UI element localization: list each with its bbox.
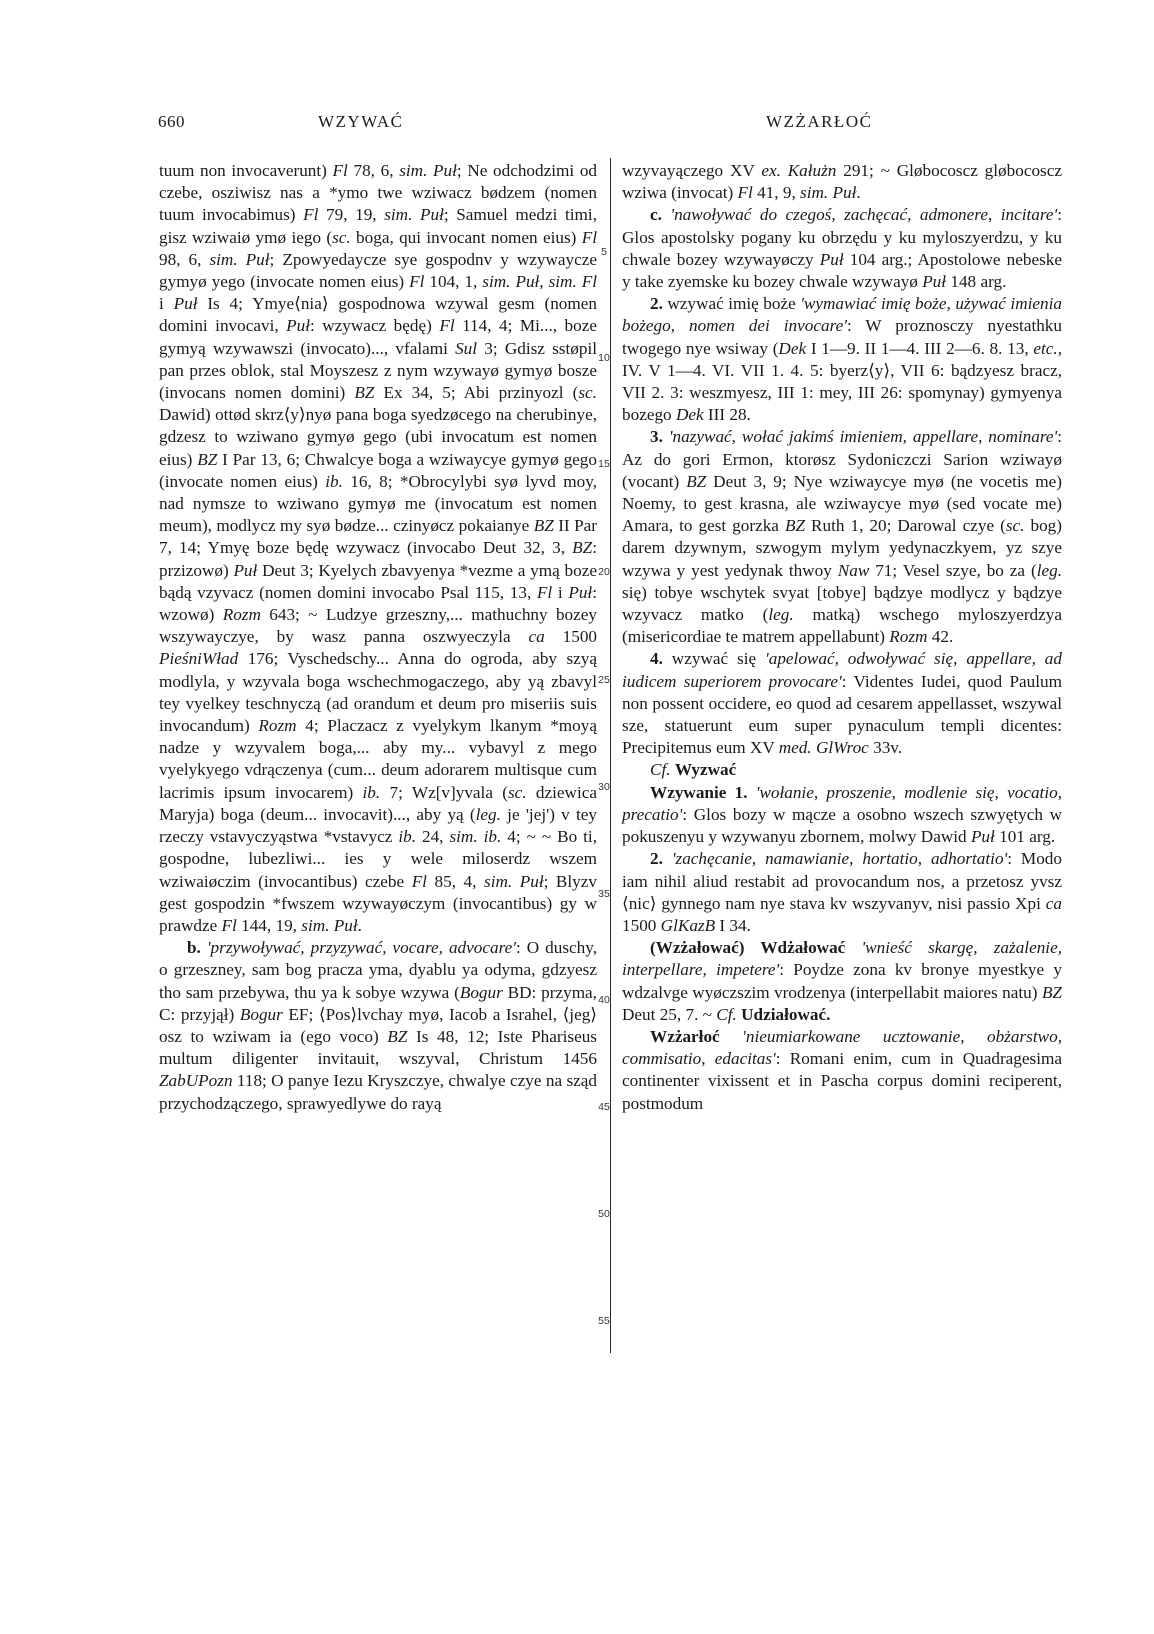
line-number: 20	[598, 566, 610, 578]
cross-reference: Cf. Wyzwać	[650, 760, 737, 780]
line-number: 45	[598, 1101, 610, 1113]
line-number: 50	[598, 1208, 610, 1220]
line-number: 10	[598, 352, 610, 364]
line-number: 5	[601, 246, 607, 258]
entry-wdzalowac: (Wzżałować) Wdżałować 'wnieść skargę, zażalenie, interpellare, impetere': Poydze zona kv bronye myestkye y wdzalvge wyøczszim vrodzenya (interpellabit maiores natu) BZ Deut 25, 7. ~ Cf. Udziałować.	[622, 938, 1063, 1024]
line-number: 55	[598, 1315, 610, 1327]
entry-wzywanie-sense-2: 2. 'zachęcanie, namawianie, hortatio, adhortatio': Modo iam nihil aliud restabit ad provocandum nos, a przetosz yvsz ⟨nic⟩ gynnego nam nye stava kv wszyvanyv, nisi passio Xpi ca 1500 GlKazB I 34.	[622, 849, 1062, 935]
entry-wzywanie: Wzywanie 1. 'wołanie, proszenie, modlenie się, vocatio, precatio': Glos bozy w mącze a osobno wszech szwyętych w pokuszenyu y wzywanyu zbornem, molwy Dawid Puł 101 arg.	[622, 782, 1062, 847]
entry-paragraph: b. 'przywoływać, przyzywać, vocare, advocare': O duschy, o grzeszney, sam bog pracza yma, dyablu ya odyma, gdzyesz tho sam przebywa, thu ya k sobye wzywa (Bogur BD: przyma, C: przyjął) Bogur EF; ⟨Pos⟩lvchay myø, Iacob a Israhel, ⟨jeg⟩osz to wziwam ia (ego voco) BZ Is 48, 12; Iste Phariseus multum diligenter invitauit, wszyval, Christum 1456 ZabUPozn 118; O panye Iezu Kryszczye, chwalye czye na sząd przychodzączego, sprawyedlywe do rayą	[159, 938, 598, 1113]
sense-3: 3. 'nazywać, wołać jakimś imieniem, appellare, nominare': Az do gori Ermon, ktorøsz Sydoniczczi Sarion wziwayø (vocant) BZ Deut 3, 9; Nye wziwaycye myø (ne vocetis me) Noemy, to gest krasna, ale wziwaycye myø (sed vocate me) Amara, to gest gorzka BZ Ruth 1, 20; Darowal czye (sc. bog) darem dzywnym, szwogym mylym yedynaczkyem, yz szye wzywa y yest yedynak thwoy Naw 71; Vesel szye, bo za (leg. się) tobye wschytek svyat [tobye] bądzye modlycz y bądzye wzyvacz matko (leg. matką) wschego myloszyerdzya (misericordiae te matrem appellabunt) Rozm 42.	[622, 427, 1063, 647]
left-column	[159, 160, 597, 1115]
sense-4: 4. wzywać się 'apelować, odwoływać się, appellare, ad iudicem superiorem provocare': Videntes Iudei, quod Paulum non possent occidere, eo quod ad cesarem appellasset, wszywal sze, statuerunt eum super pynaculum templi dicentes: Precipitemus eum XV med. GlWroc 33v.	[622, 649, 1062, 758]
entry-paragraph: tuum non invocaverunt) Fl 78, 6, sim. Puł; Ne odchodzimi od czebe, osziwisz nas a *ymo twe wziwacz bødzem (nomen tuum invocabimus) Fl 79, 19, sim. Puł; Samuel medzi timi, gisz wziwaiø ymø iego (sc. boga, qui invocant nomen eius) Fl 98, 6, sim. Puł; Zpowyedaycze sye gospodnv y wzywaycze gymyø yego (invocate nomen eius) Fl 104, 1, sim. Puł, sim. Fl i Puł Is 4; Ymye⟨nia⟩ gospodnowa wzywal gesm (nomen domini invocavi, Puł: wzywacz będę) Fl 114, 4; Mi..., boze gymyą wzywawszi (invocato)..., vfalami Sul 3; Gdisz sstøpil pan przes oblok, stal Moyszesz z nym wzywayø gymyø bosze (invocans nomen domini) BZ Ex 34, 5; Abi przinyozl (sc. Dawid) ottød skrz⟨y⟩nyø pana boga syedzøcego na cherubinye, gdzesz to wziwano gymyø gego (ubi invocatum est nomen eius) BZ I Par 13, 6; Chwalcye boga a wziwaycye gymyø gego (invocate nomen eius) ib. 16, 8; *Obrocylybi syø lyvd moy, nad nymsze to wziwano gymyø me (invocatum est nomen meum), modlycz my syø bødze... czinyøcz pokaianye BZ II Par 7, 14; Ymyę boze będę wzywacz (invocabo Deut 32, 3, BZ: przizowø) Puł Deut 3; Kyelych zbavyenya *vezme a ymą boze bądą vzyvacz (nomen domini invocabo Psal 115, 13, Fl i Puł: wzowø) Rozm 643; ~ Ludzye grzeszny,... mathuchny bozey wszywayczye, by wasz panna oszwyeczyla ca 1500 PieśniWład 176; Vyschedschy... Anna do ogroda, aby szyą modlyla, y wzyvala boga wschechmogaczego, aby yą zbavyl tey vyelkey teschnyczą (ad orandum et deum pro miseriis suis invocandum) Rozm 4; Placzacz z vyelykym lkanym *moyą nadze y wzyvalem boga,... aby my... vybavyl z mego vyelykyego vdrączenya (cum... deum adorarem multisque cum lacrimis ipsum invocarem) ib. 7; Wz[v]yvala (sc. dziewica Maryja) boga (deum... invocavit)..., aby yą (leg. je 'jej') v tey rzeczy vstavyczyąstwa *vstavycz ib. 24, sim. ib. 4; ~ ~ Bo ti, gospodne, lubezliwi... ies y wele miloserdz wszem wziwaiøczim (invocantibus) czebe Fl 85, 4, sim. Puł; Blyzv gest gospodzin *fwszem wzywayøczym (invocantibus) gy w prawdze Fl 144, 19, sim. Puł.	[159, 161, 598, 935]
sense-2: 2. wzywać imię boże 'wymawiać imię boże, używać imienia bożego, nomen dei invocare': W proznosczy nyestathku twogego nye wsiway (Dek I 1—9. II 1—4. III 2—6. 8. 13, etc., IV. V 1—4. VI. VII 1. 4. 5: byerz⟨y⟩, VII 6: bądzyesz bracz, VII 2. 3: weszmyesz, III 1: mey, III 26: spomynay) gymyenya bozego Dek III 28.	[622, 294, 1062, 425]
line-number: 30	[598, 781, 610, 793]
line-number: 15	[598, 458, 610, 470]
entry-wzzarloc: Wzżarłoć 'nieumiarkowane ucztowanie, obżarstwo, commisatio, edacitas': Romani enim, cum in Quadragesima continenter vixissent et in Pascha corpus domini reciperent, postmodum	[622, 1026, 1062, 1113]
entry-paragraph: wzyvayączego XV ex. Kałużn 291; ~ Gløbocoscz gløbocoscz wziwa (invocat) Fl 41, 9, sim. Puł.	[622, 161, 1063, 203]
line-number: 40	[598, 994, 610, 1006]
page-number: 660	[158, 112, 185, 131]
left-running-head: WZYWAĆ	[318, 112, 404, 131]
sense-c: c. 'nawoływać do czegoś, zachęcać, admonere, incitare': Glos apostolsky pogany ku obrzędu y ku myloszyerdzu, y ku chwale bozey wzywayøczy Puł 104 arg.; Apostolowe nebeske y take zyemske ku bozey chwale wzywayø Puł 148 arg.	[622, 205, 1063, 292]
column-divider	[610, 158, 611, 1353]
right-running-head: WZŻARŁOĆ	[766, 112, 873, 131]
right-column	[622, 160, 1062, 1115]
line-number: 25	[598, 674, 610, 686]
line-number: 35	[598, 888, 610, 900]
